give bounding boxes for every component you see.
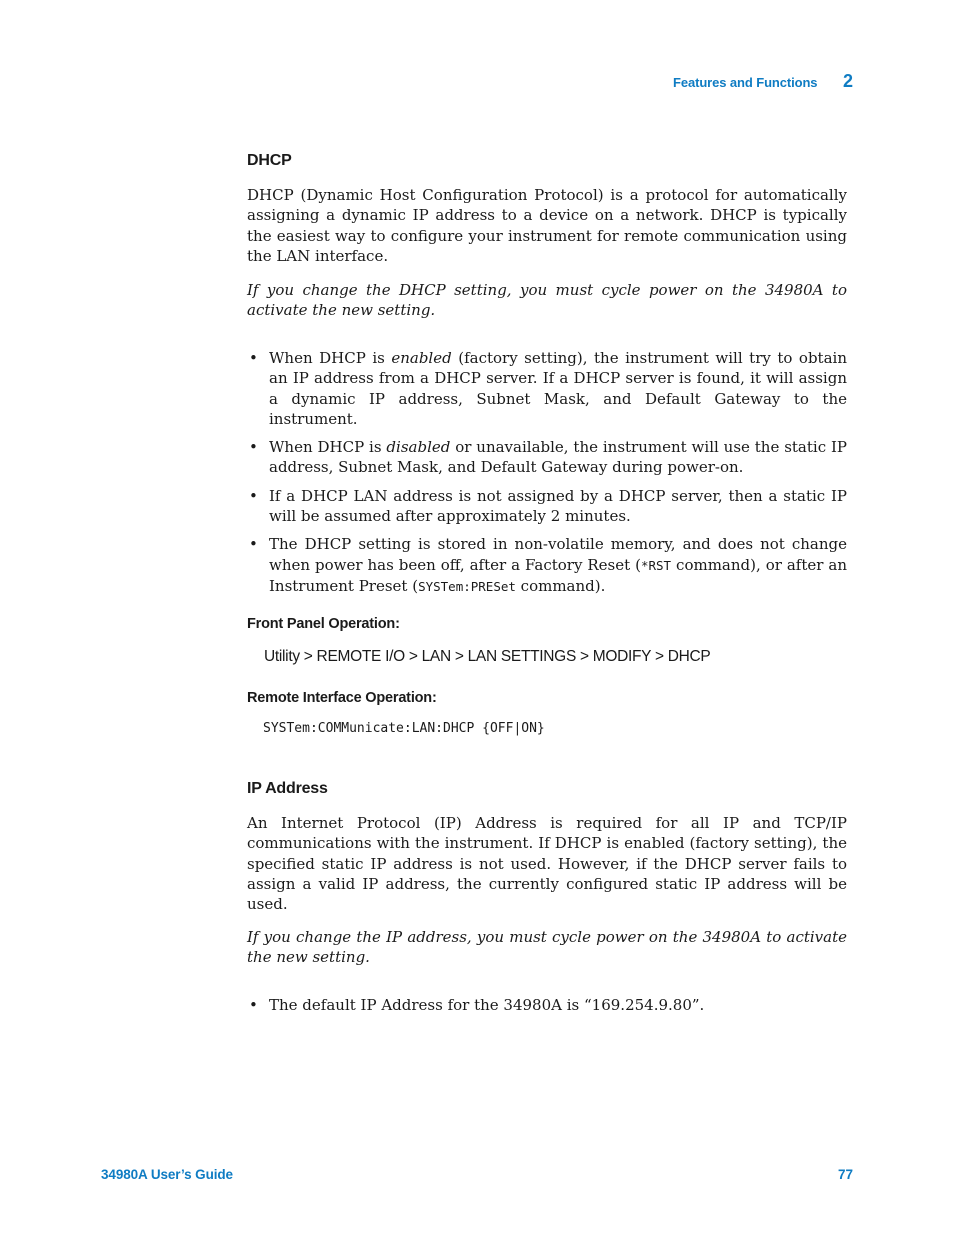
ip-address-heading: IP Address xyxy=(247,780,328,797)
header-section-title: Features and Functions xyxy=(673,75,818,90)
bullet-text: command), or after an Instrument Preset ( xyxy=(269,555,847,595)
front-panel-heading: Front Panel Operation: xyxy=(247,616,400,632)
footer-page-number: 77 xyxy=(838,1167,854,1182)
dhcp-note: If you change the DHCP setting, you must cycle power on the 34980A to activate the new setting. xyxy=(247,281,847,320)
footer-guide-title: 34980A User’s Guide xyxy=(101,1167,233,1182)
dhcp-heading: DHCP xyxy=(247,152,292,169)
ip-bullet-list xyxy=(247,995,847,1015)
ip-intro: An Internet Protocol (IP) Address is required for all IP and TCP/IP communications with the instrument. If DHCP is enabled (factory setting), the specified static IP address is not used. However, if the DHCP server fails to assign a valid IP address, the currently configured static IP address will be used. xyxy=(247,814,847,914)
list-item xyxy=(247,995,847,1015)
bullet-glyph: • xyxy=(249,349,258,367)
dhcp-intro: DHCP (Dynamic Host Configuration Protocol) is a protocol for automatically assigning a dynamic IP address to a device on a network. DHCP is typically the easiest way to configure your instrument for remote communication using the LAN interface. xyxy=(247,186,847,265)
list-item xyxy=(247,486,847,527)
bullet-glyph: • xyxy=(249,486,258,505)
bullet-glyph: • xyxy=(249,535,258,554)
bullet-text: When DHCP is xyxy=(269,438,387,457)
list-item xyxy=(247,534,847,597)
bullet-glyph: • xyxy=(249,996,258,1014)
ip-note: If you change the IP address, you must cycle power on the 34980A to activate the new setting. xyxy=(247,928,847,967)
remote-interface-heading: Remote Interface Operation: xyxy=(247,690,437,706)
bullet-text: command). xyxy=(515,576,606,595)
bullet-text: (factory setting), the instrument will try to obtain an IP address from a DHCP server. If a DHCP server is found, it will assign a dynamic IP address, Subnet Mask, and Default Gateway to the instrument. xyxy=(269,349,847,428)
bullet-text: If a DHCP LAN address is not assigned by a DHCP server, then a static IP will be assumed after approximately 2 minutes. xyxy=(269,486,847,526)
remote-command: SYSTem:COMMunicate:LAN:DHCP {OFF|ON} xyxy=(263,721,545,736)
bullet-glyph: • xyxy=(249,438,258,457)
bullet-text: The default IP Address for the 34980A is “169.254.9.80”. xyxy=(269,996,705,1014)
list-item xyxy=(247,437,847,478)
emphasis-enabled: enabled xyxy=(391,349,452,367)
dhcp-bullet-list xyxy=(247,348,847,597)
code-rst: *RST xyxy=(640,557,672,573)
bullet-text: or unavailable, the instrument will use the static IP address, Subnet Mask, and Default Gateway during power-on. xyxy=(269,438,847,477)
front-panel-path: Utility > REMOTE I/O > LAN > LAN SETTINGS > MODIFY > DHCP xyxy=(264,648,711,665)
bullet-text: When DHCP is xyxy=(269,349,392,367)
code-system-preset: SYSTem:PRESet xyxy=(418,578,516,594)
header-chapter-number: 2 xyxy=(843,71,854,91)
list-item xyxy=(247,348,847,429)
emphasis-disabled: disabled xyxy=(386,438,451,457)
bullet-text: The DHCP setting is stored in non-volatile memory, and does not change when power has been off, after a Factory Reset ( xyxy=(269,535,847,574)
